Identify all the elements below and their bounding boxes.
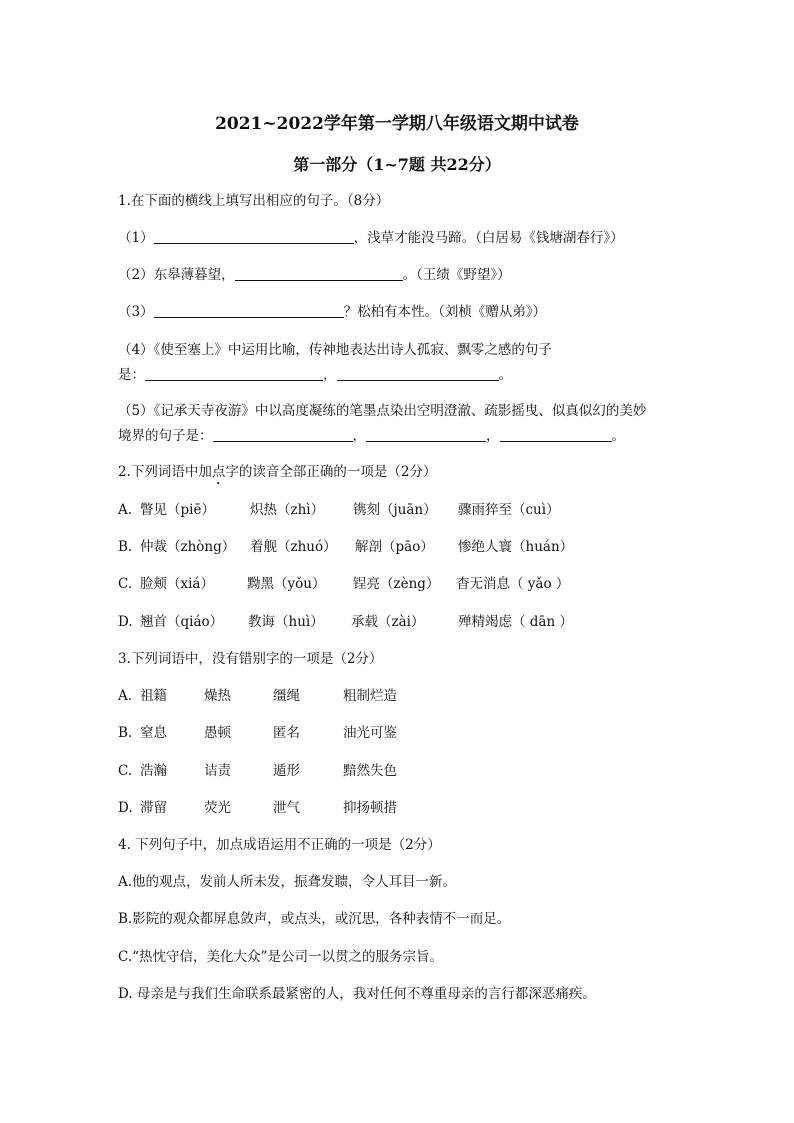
q2-b-word-4: 惨绝人寰（huán） <box>458 539 574 555</box>
q3-a-word-4: 粗制烂造 <box>343 688 397 704</box>
q2-b-word-3: 解剖（pāo） <box>355 539 434 555</box>
q1-s3-suffix: ？松柏有本性。（刘桢《赠从弟》） <box>343 304 547 320</box>
q4-stem: 4. 下列句子中，加点成语运用不正确的一项是（2分） <box>118 837 441 853</box>
q3-c-word-4: 黯然失色 <box>343 763 397 779</box>
q4-option-d[interactable]: D. 母亲是与我们生命联系最紧密的人，我对任何不尊重母亲的言行都深恶痛疾。 <box>118 986 596 1002</box>
q2-d-word-2: 教诲（huì） <box>248 614 324 630</box>
q4-option-c[interactable]: C.“热忱守信，美化大众”是公司一以贯之的服务宗旨。 <box>118 949 443 965</box>
q3-b-label: B. <box>118 725 133 741</box>
q2-b-word-2: 着舰（zhuó） <box>250 539 337 555</box>
q1-s5-blank-1[interactable] <box>213 427 353 442</box>
q2-a-word-4: 骤雨猝至（cuì） <box>458 502 560 518</box>
exam-title: 2021~2022学年第一学期八年级语文期中试卷 <box>215 114 579 134</box>
q3-d-word-1: 滞留 <box>140 800 167 816</box>
q3-c-label: C. <box>118 763 133 779</box>
q1-sentence-2 <box>118 266 511 284</box>
q1-s4-end: 。 <box>498 367 512 383</box>
q3-c-word-3: 遁形 <box>273 763 300 779</box>
q1-s5-prefix: 境界的句子是： <box>118 428 213 444</box>
q2-c-word-1: 脸颊（xiá） <box>140 576 214 592</box>
q2-stem: 2.下列词语中加点字的读音全部正确的一项是（2分） <box>118 464 437 480</box>
q1-sentence-4-line1: （4）《使至塞上》中运用比喻，传神地表达出诗人孤寂、飘零之感的句子 <box>118 342 552 358</box>
q1-s3-prefix: （3） <box>118 304 154 320</box>
q2-c-word-4: 杳无消息（ yǎo ） <box>456 576 570 592</box>
q1-sentence-1 <box>118 229 624 247</box>
q2-a-label: A. <box>118 502 133 518</box>
q1-s4-blank-2[interactable] <box>337 366 499 381</box>
q1-s2-prefix: （2）东皋薄暮望， <box>118 267 235 283</box>
q2-c-label: C. <box>118 576 133 592</box>
q1-s4-prefix: 是： <box>118 367 145 383</box>
q4-option-a[interactable]: A.他的观点，发前人所未发，振聋发聩，令人耳目一新。 <box>118 874 457 890</box>
q1-s2-suffix: 。（王绩《野望》） <box>402 267 511 283</box>
q1-stem: 1.在下面的横线上填写出相应的句子。（8分） <box>118 193 390 209</box>
q3-b-word-3: 匿名 <box>273 725 300 741</box>
q4-option-b[interactable]: B.影院的观众都屏息敛声，或点头，或沉思，各种表情不一而足。 <box>118 911 511 927</box>
q2-c-word-2: 黝黑（yǒu） <box>247 576 326 592</box>
q1-s4-separator: ， <box>323 367 337 383</box>
q2-b-label: B. <box>118 539 133 555</box>
q3-d-label: D. <box>118 800 133 816</box>
q1-s5-separator-1: ， <box>352 428 366 444</box>
q2-c-word-3: 锃亮（zèng） <box>353 576 440 592</box>
q3-a-word-3: 缰绳 <box>273 688 300 704</box>
q3-d-word-3: 泄气 <box>273 800 300 816</box>
q1-s1-blank[interactable] <box>154 229 354 244</box>
q3-b-word-1: 窒息 <box>140 725 167 741</box>
q1-s5-end: 。 <box>611 428 625 444</box>
q3-b-word-2: 愚顿 <box>204 725 231 741</box>
q1-sentence-3 <box>118 303 546 321</box>
q1-s2-blank[interactable] <box>235 266 403 281</box>
q2-d-word-1: 翘首（qiáo） <box>140 614 224 630</box>
q2-b-word-1: 仲裁（zhòng） <box>140 539 236 555</box>
q3-d-word-2: 荧光 <box>204 800 231 816</box>
q3-stem: 3.下列词语中，没有错别字的一项是（2分） <box>118 651 383 667</box>
part-heading: 第一部分（1~7题 共22分） <box>293 155 501 174</box>
q2-d-label: D. <box>118 614 133 630</box>
q2-d-word-3: 承载（zài） <box>351 614 425 630</box>
q2-a-word-1: 瞥见（piē） <box>140 502 215 518</box>
q3-a-label: A. <box>118 688 133 704</box>
q2-d-word-4: 殚精竭虑（ dān ） <box>458 614 573 630</box>
q1-s1-suffix: ，浅草才能没马蹄。（白居易《钱塘湖春行》） <box>353 230 624 246</box>
q1-s5-blank-2[interactable] <box>366 427 486 442</box>
q1-sentence-5-line1: （5）《记承天寺夜游》中以高度凝练的笔墨点染出空明澄澈、疏影摇曳、似真似幻的美妙 <box>118 403 647 419</box>
q1-s5-separator-2: ， <box>486 428 500 444</box>
q3-c-word-2: 诘责 <box>204 763 231 779</box>
q1-sentence-4-line2 <box>118 366 512 384</box>
q1-s3-blank[interactable] <box>154 303 344 318</box>
q3-a-word-1: 祖籍 <box>140 688 167 704</box>
q3-d-word-4: 抑扬顿措 <box>343 800 397 816</box>
q2-a-word-2: 炽热（zhì） <box>250 502 325 518</box>
q1-sentence-5-line2 <box>118 427 625 445</box>
q3-b-word-4: 油光可鉴 <box>343 725 397 741</box>
q3-c-word-1: 浩瀚 <box>140 763 167 779</box>
q1-s4-blank-1[interactable] <box>145 366 323 381</box>
q3-a-word-2: 燥热 <box>204 688 231 704</box>
q1-s1-prefix: （1） <box>118 230 154 246</box>
q2-a-word-3: 镌刻（juān） <box>353 502 437 518</box>
q1-s5-blank-3[interactable] <box>500 427 612 442</box>
q2-stem-dotted: 点 <box>211 464 226 480</box>
